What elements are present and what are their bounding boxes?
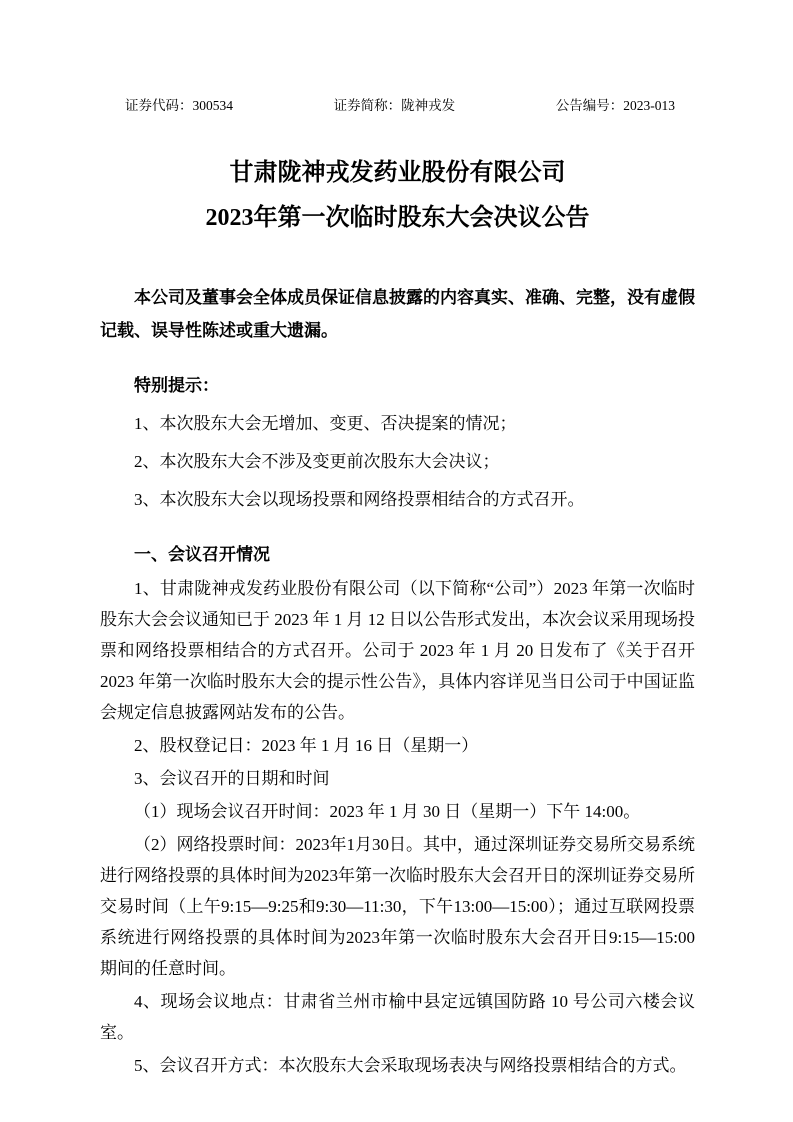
special-notice-item-2: 2、本次股东大会不涉及变更前次股东大会决议； xyxy=(134,452,500,471)
meeting-convening-section xyxy=(100,539,695,1081)
disclaimer-statement: 本公司及董事会全体成员保证信息披露的内容真实、准确、完整，没有虚假记载、误导性陈述或重大遗漏。 xyxy=(100,288,695,340)
stock-code: 证券代码：300534 xyxy=(125,98,233,113)
document-title xyxy=(100,151,695,241)
announcement-title: 2023年第一次临时股东大会决议公告 xyxy=(205,205,590,231)
paragraph-meeting-location: 4、现场会议地点：甘肃省兰州市榆中县定远镇国防路 10 号公司六楼会议室。 xyxy=(100,992,695,1042)
paragraph-online-voting-time: （2）网络投票时间：2023年1月30日。其中，通过深圳证券交易所交易系统进行网络投票的具体时间为2023年第一次临时股东大会召开日的深圳证券交易所交易时间（上午9:15—9:25和9:30—11:30，下午13:00—15:00）；通过互联网投票系统进行网络投票的具体时间为2023年第一次临时股东大会召开日9:15—15:00期间的任意时间。 xyxy=(100,835,695,978)
special-notice-item-3: 3、本次股东大会以现场投票和网络投票相结合的方式召开。 xyxy=(134,490,585,509)
special-notice-item-1: 1、本次股东大会无增加、变更、否决提案的情况； xyxy=(134,414,517,433)
section-heading-meeting-info: 一、会议召开情况 xyxy=(134,545,270,564)
stock-short-name: 证券简称：陇神戎发 xyxy=(333,98,456,113)
paragraph-onsite-meeting-time: （1）现场会议召开时间：2023 年 1 月 30 日（星期一）下午 14:00。 xyxy=(134,802,641,821)
announcement-number: 公告编号：2023-013 xyxy=(555,98,675,113)
special-notice-heading: 特别提示： xyxy=(134,376,219,395)
document-header xyxy=(100,96,695,115)
paragraph-meeting-method: 5、会议召开方式：本次股东大会采取现场表决与网络投票相结合的方式。 xyxy=(134,1056,687,1075)
company-name-title: 甘肃陇神戎发药业股份有限公司 xyxy=(229,160,566,186)
paragraph-meeting-notice: 1、甘肃陇神戎发药业股份有限公司（以下简称“公司”）2023 年第一次临时股东大会会议通知已于 2023 年 1 月 12 日以公告形式发出，本次会议采用现场投票和网络投票相结合的方式召开。公司于 2023 年 1 月 20 日发布了《关于召开 2023 年第一次临时股东大会的提示性公告》，具体内容详见当日公司于中国证监会规定信息披露网站发布的公告。 xyxy=(100,579,695,722)
paragraph-meeting-datetime-heading: 3、会议召开的日期和时间 xyxy=(134,769,330,788)
paragraph-record-date: 2、股权登记日：2023 年 1 月 16 日（星期一） xyxy=(134,736,479,755)
special-notice-section xyxy=(100,370,695,515)
